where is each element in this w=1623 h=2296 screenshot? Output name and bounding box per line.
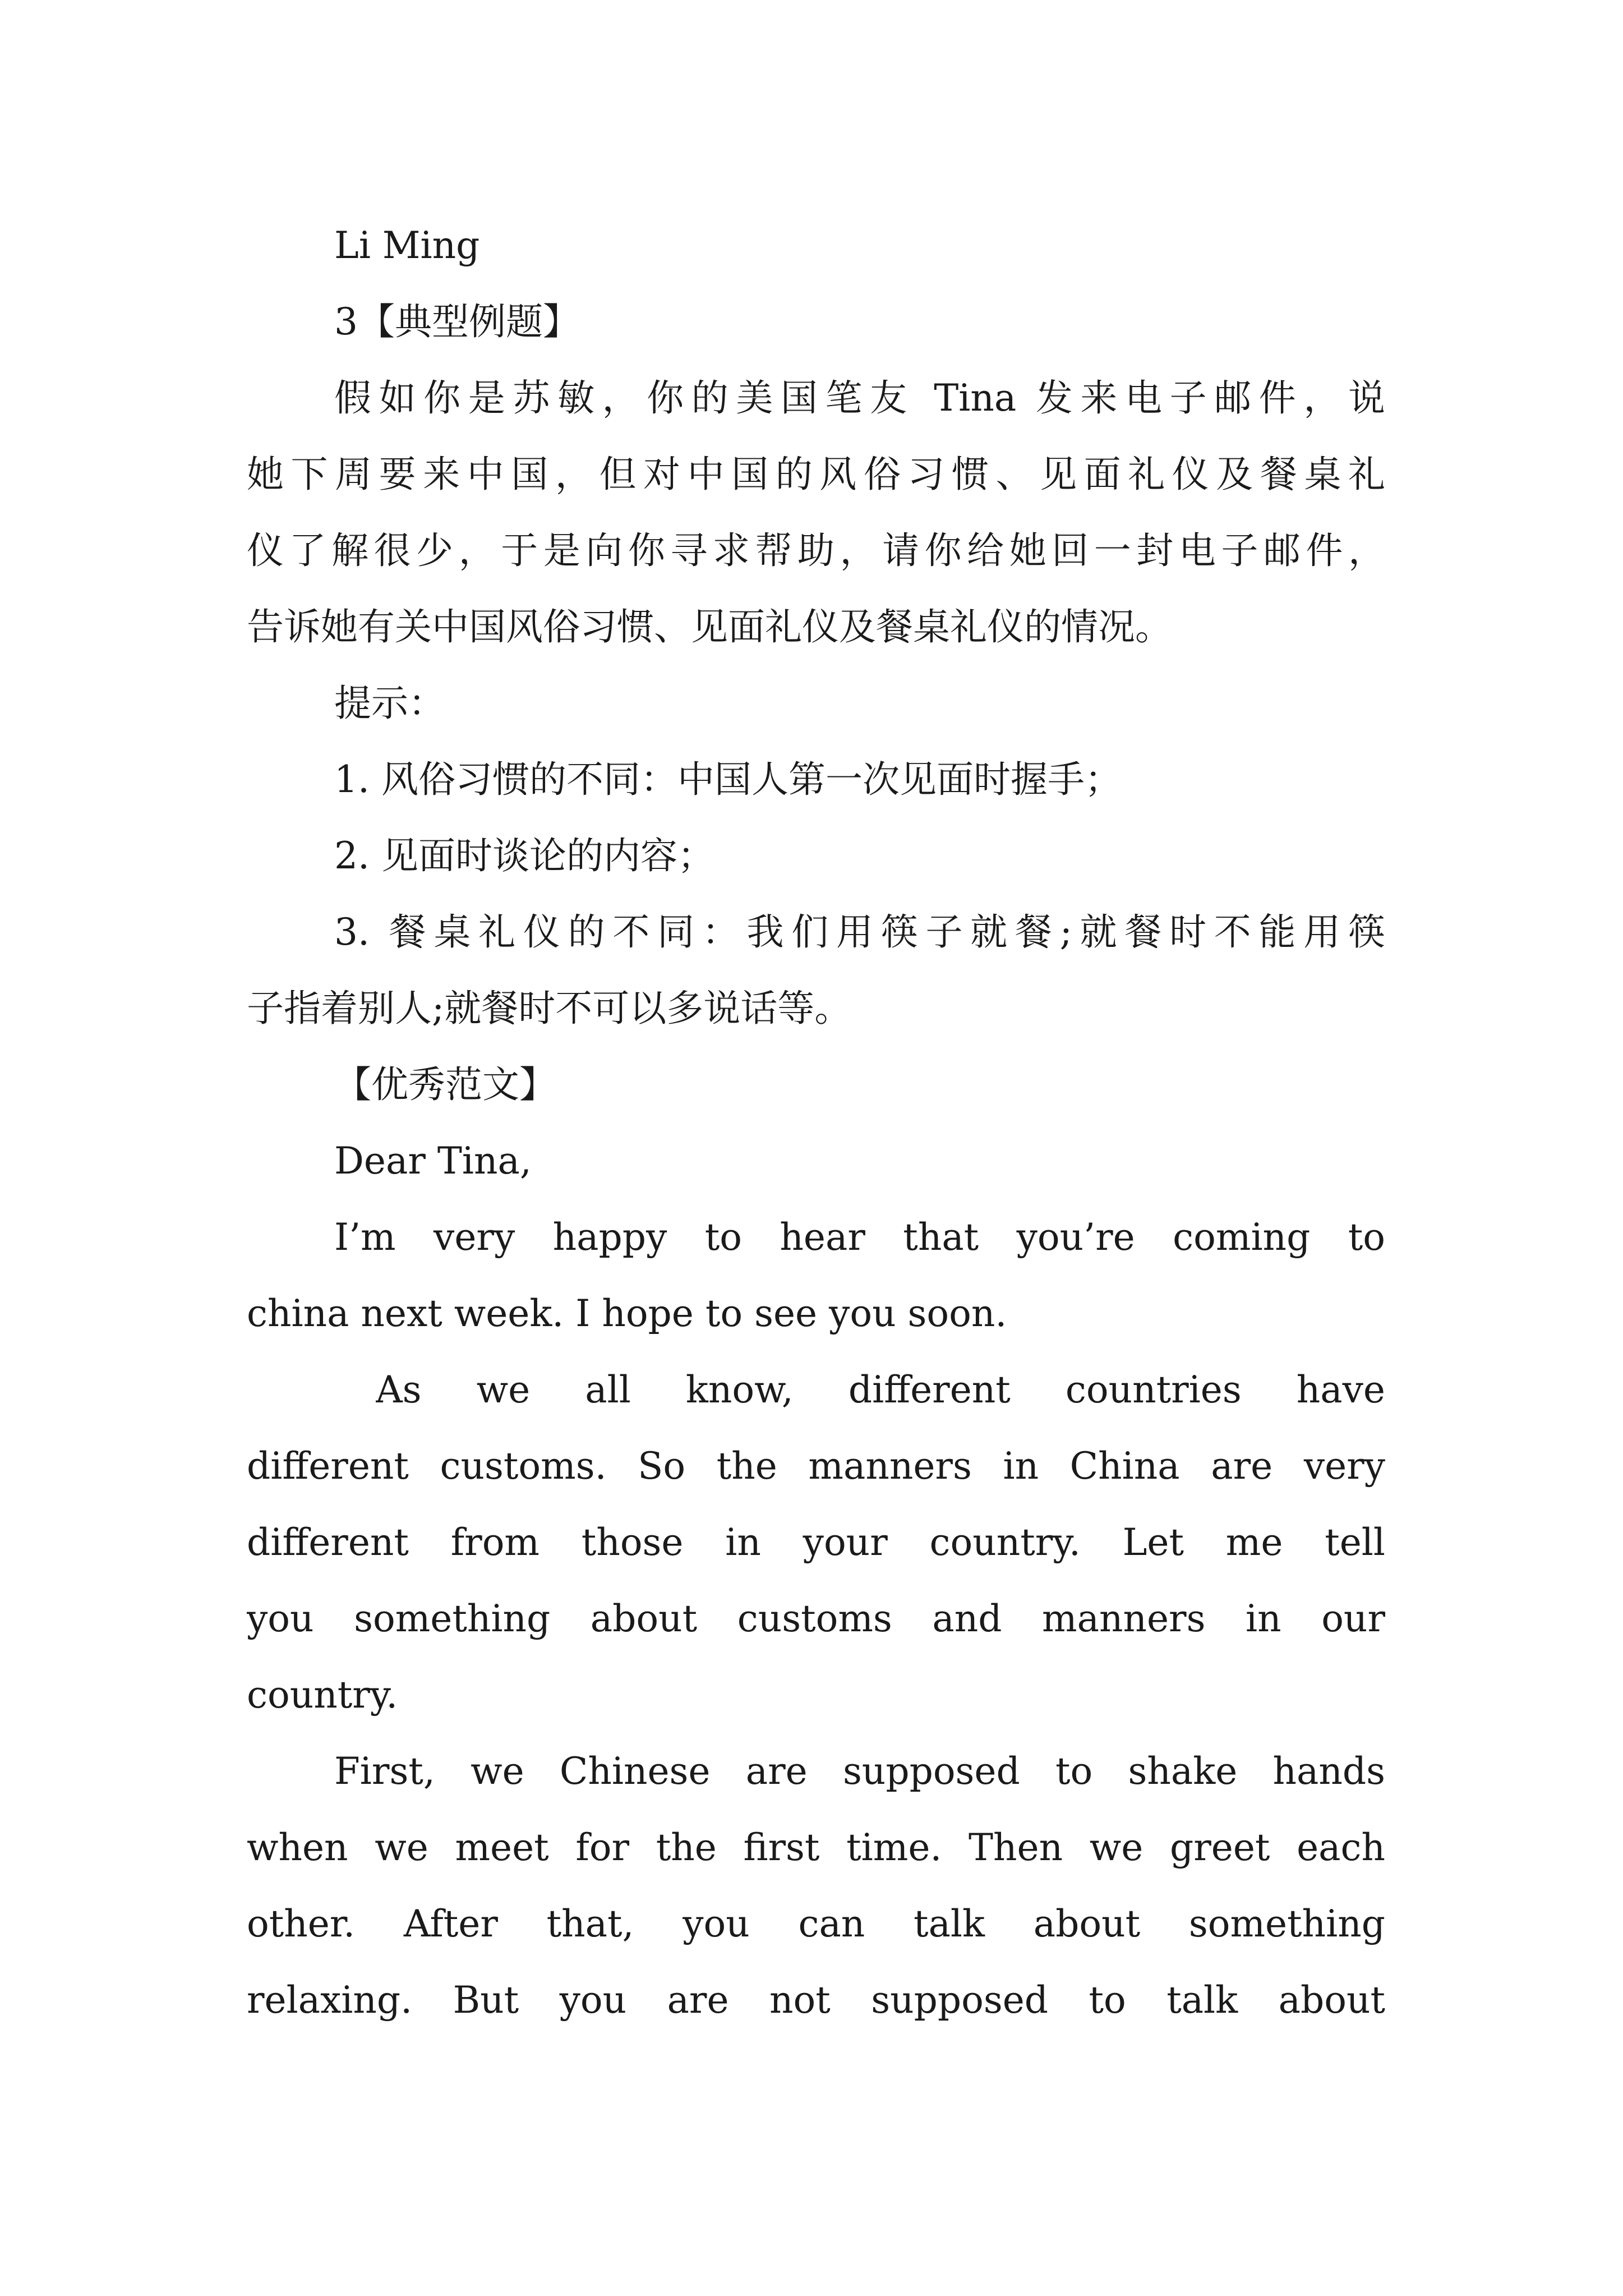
letter-line: First, we Chinese are supposed to shake hands (334, 1750, 1385, 1793)
letter-line: As we all know, different countries have (376, 1368, 1385, 1411)
prompt-line: 她下周要来中国，但对中国的风俗习惯、见面礼仪及餐桌礼 (247, 453, 1385, 496)
hint-item: 2. 见面时谈论的内容； (334, 834, 714, 877)
signature-line: Li Ming (334, 224, 480, 267)
section-heading: 3【典型例题】 (334, 300, 580, 343)
letter-line: I’m very happy to hear that you’re coming to (334, 1216, 1385, 1259)
hint-item: 3. 餐桌礼仪的不同：我们用筷子就餐;就餐时不能用筷 (334, 910, 1385, 954)
letter-salutation: Dear Tina, (334, 1139, 532, 1182)
letter-line: relaxing. But you are not supposed to talk about (247, 1978, 1385, 2022)
hint-item: 1. 风俗习惯的不同：中国人第一次见面时握手； (334, 758, 1122, 801)
hint-item: 子指着别人;就餐时不可以多说话等。 (247, 987, 852, 1030)
hint-heading: 提示： (334, 682, 445, 725)
letter-line: you something about customs and manners in our (247, 1597, 1385, 1640)
letter-line: china next week. I hope to see you soon. (247, 1292, 1007, 1335)
letter-line: other. After that, you can talk about something (247, 1902, 1385, 1945)
prompt-line: 假如你是苏敏，你的美国笔友 Tina 发来电子邮件，说 (334, 376, 1385, 420)
letter-line: different customs. So the manners in China are very (247, 1444, 1385, 1488)
sample-heading: 【优秀范文】 (334, 1063, 556, 1106)
prompt-line: 告诉她有关中国风俗习惯、见面礼仪及餐桌礼仪的情况。 (247, 605, 1172, 648)
letter-line: different from those in your country. Let me tell (247, 1521, 1385, 1564)
prompt-line: 仪了解很少，于是向你寻求帮助，请你给她回一封电子邮件， (247, 529, 1385, 572)
letter-line: when we meet for the first time. Then we greet each (247, 1826, 1385, 1869)
letter-line: country. (247, 1673, 398, 1717)
